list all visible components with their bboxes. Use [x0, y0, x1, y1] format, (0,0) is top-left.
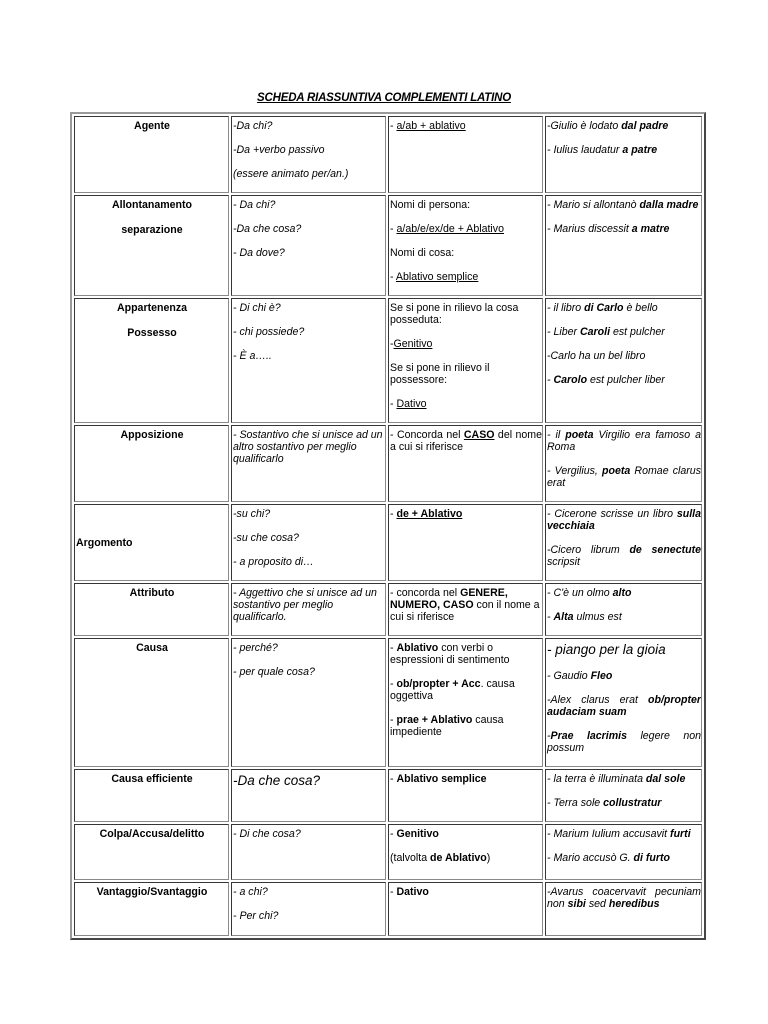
complement-name-cell	[74, 638, 229, 767]
bold-text: GENERE, NUMERO, CASO	[390, 587, 508, 611]
line-text: -	[390, 886, 397, 898]
line-text: -	[390, 398, 397, 410]
underlined-text: a/ab + ablativo	[396, 120, 466, 132]
question-cell	[231, 583, 386, 636]
line-text: scripsit	[547, 556, 580, 568]
example-cell	[545, 425, 702, 502]
line-text: -	[547, 374, 554, 386]
question-cell	[231, 638, 386, 767]
line-text: - Vergilius,	[547, 465, 603, 477]
bold-text: a matre	[631, 223, 670, 235]
bold-text: heredibus	[608, 898, 660, 910]
bold-text: Prae lacrimis	[550, 730, 627, 742]
complement-name-cell	[74, 504, 229, 581]
summary-table	[70, 112, 706, 940]
construction-line	[390, 773, 542, 785]
example-line	[547, 730, 701, 754]
question-cell	[231, 769, 386, 822]
question-line: - perché?	[233, 642, 278, 654]
construction-line	[390, 398, 542, 410]
line-text: -Carlo ha un bel libro	[547, 350, 646, 362]
question-line: -Da che cosa?	[233, 223, 302, 235]
bold-text: furti	[670, 828, 691, 840]
bold-underlined-text	[396, 508, 462, 520]
complement-name: separazione	[121, 224, 183, 236]
line-text: causa impediente	[390, 714, 504, 738]
complement-name: Allontanamento	[111, 199, 193, 211]
construction-cell	[388, 425, 543, 502]
construction-line	[390, 223, 542, 235]
line-text: legere non possum	[547, 730, 701, 754]
construction-cell	[388, 824, 543, 880]
line-text: -	[390, 642, 397, 654]
bold-text: de senectute	[629, 544, 702, 556]
bold-text: di furto	[633, 852, 671, 864]
question-line: - Da chi?	[233, 199, 276, 211]
bold-text: sulla vecchiaia	[547, 508, 701, 532]
example-line	[547, 773, 701, 785]
example-line	[547, 797, 701, 809]
example-line	[547, 587, 701, 599]
table-row	[74, 638, 702, 767]
line-text: -	[390, 120, 397, 132]
table-row	[74, 824, 702, 880]
bold-text: Caroli	[579, 326, 611, 338]
complement-name: Causa	[136, 642, 168, 654]
question-cell	[231, 882, 386, 936]
question-line: - Di chi è?	[233, 302, 281, 314]
question-line: - Da dove?	[233, 247, 285, 259]
bold-text: poeta	[565, 429, 594, 441]
question-line: -su che cosa?	[233, 532, 299, 544]
construction-line	[390, 271, 542, 283]
line-text: -	[390, 714, 397, 726]
complement-name-cell	[74, 824, 229, 880]
bold-text: poeta	[602, 465, 631, 477]
construction-line	[390, 120, 542, 132]
bold-text: ob/propter audaciam suam	[547, 694, 701, 718]
construction-line	[390, 714, 542, 738]
line-text: -	[390, 338, 394, 350]
bold-text: prae + Ablativo	[396, 714, 473, 726]
line-text: -	[547, 611, 554, 623]
line-text: del nome a cui si riferisce	[390, 429, 542, 453]
example-cell	[545, 882, 702, 936]
bold-text: Fleo	[590, 670, 613, 682]
construction-line	[390, 338, 542, 350]
question-cell	[231, 824, 386, 880]
construction-cell	[388, 882, 543, 936]
complement-name-cell	[74, 769, 229, 822]
construction-line	[390, 508, 542, 520]
line-text: -	[547, 730, 551, 742]
example-line	[547, 429, 701, 453]
line-text: est pulcher liber	[587, 374, 665, 386]
line-text: - Iulius laudatur	[547, 144, 623, 156]
construction-cell	[388, 769, 543, 822]
question-line: - Per chi?	[233, 910, 279, 922]
example-cell	[545, 504, 702, 581]
line-text: -Alex clarus erat	[547, 694, 649, 706]
complement-name: Attributo	[129, 587, 175, 599]
construction-cell	[388, 638, 543, 767]
construction-line	[390, 828, 542, 840]
example-cell	[545, 583, 702, 636]
underlined-text: Dativo	[396, 398, 427, 410]
example-line	[547, 642, 701, 658]
table-row	[74, 195, 702, 296]
line-text: - Liber	[547, 326, 580, 338]
line-text: - piango per la gioia	[547, 642, 666, 657]
bold-text: di Carlo	[584, 302, 624, 314]
line-text: Nomi di persona:	[390, 199, 471, 211]
bold-text: dal sole	[645, 773, 686, 785]
example-line	[547, 544, 701, 568]
table-row	[74, 583, 702, 636]
line-text: - Gaudio	[547, 670, 591, 682]
line-text: -	[390, 223, 397, 235]
example-line	[547, 374, 701, 386]
example-line	[547, 302, 701, 314]
line-text: Se si pone in rilievo la cosa posseduta:	[390, 302, 519, 326]
line-text: - Concorda nel	[390, 429, 464, 441]
example-line	[547, 611, 701, 623]
complement-name-cell	[74, 425, 229, 502]
bold-text: Alta	[553, 611, 574, 623]
complement-name-cell	[74, 298, 229, 423]
example-line	[547, 508, 701, 532]
line-text: -	[390, 773, 397, 785]
example-line	[547, 828, 701, 840]
line-text: -Giulio è lodato	[547, 120, 622, 132]
complement-name: Causa efficiente	[111, 773, 193, 785]
line-text: è bello	[623, 302, 658, 314]
line-text: est pulcher	[610, 326, 665, 338]
line-text: Se si pone in rilievo il possessore:	[390, 362, 490, 386]
line-text: )	[486, 852, 491, 864]
complement-name-cell	[74, 583, 229, 636]
example-line	[547, 694, 701, 718]
underlined-text: Ablativo semplice	[395, 271, 479, 283]
example-line	[547, 350, 701, 362]
construction-line	[390, 362, 542, 386]
line-text: -Cicero librum	[547, 544, 630, 556]
line-text: Virgilio era famoso a Roma	[547, 429, 701, 453]
line-text: -	[390, 828, 397, 840]
line-text: con verbi o espressioni di sentimento	[390, 642, 510, 666]
construction-line	[390, 852, 542, 864]
construction-line	[390, 302, 542, 326]
underlined-text: Genitivo	[393, 338, 433, 350]
question-line: -su chi?	[233, 508, 271, 520]
question-line: - Sostantivo che si unisce ad un altro sostantivo per meglio qualificarlo	[233, 429, 383, 465]
line-text: - Mario si allontanò	[547, 199, 640, 211]
complement-name: Vantaggio/Svantaggio	[96, 886, 208, 898]
table-row	[74, 116, 702, 193]
bold-text: ob/propter + Acc	[396, 678, 481, 690]
bold-text: Carolo	[553, 374, 588, 386]
table-row	[74, 298, 702, 423]
line-text: ulmus est	[573, 611, 622, 623]
complement-name: Appartenenza	[116, 302, 188, 314]
document-title: SCHEDA RIASSUNTIVA COMPLEMENTI LATINO	[257, 92, 511, 104]
question-line: -Da +verbo passivo	[233, 144, 325, 156]
construction-cell	[388, 583, 543, 636]
question-line: - Aggettivo che si unisce ad un sostantivo per meglio qualificarlo.	[233, 587, 377, 623]
bold-text: de Ablativo	[430, 852, 487, 864]
underlined-text: a/ab/e/ex/de + Ablativo	[396, 223, 504, 235]
question-line: - chi possiede?	[233, 326, 305, 338]
example-line	[547, 886, 701, 910]
construction-line	[390, 587, 542, 623]
example-line	[547, 326, 701, 338]
construction-cell	[388, 298, 543, 423]
construction-cell	[388, 116, 543, 193]
line-text: - la terra è illuminata	[547, 773, 646, 785]
example-line	[547, 223, 701, 235]
complement-name: Possesso	[127, 327, 177, 339]
line-text: sed	[585, 898, 609, 910]
question-cell	[231, 298, 386, 423]
line-text: - C'è un olmo	[547, 587, 613, 599]
line-text: con il nome a cui si riferisce	[390, 599, 540, 623]
line-text: - Marium Iulium accusavit	[547, 828, 671, 840]
example-cell	[545, 638, 702, 767]
line-text: -	[390, 678, 397, 690]
complement-name-cell	[74, 116, 229, 193]
question-cell	[231, 504, 386, 581]
line-text: . causa oggettiva	[390, 678, 515, 702]
question-line: - per quale cosa?	[233, 666, 315, 678]
line-text: -Avarus coacervavit pecuniam non	[547, 886, 701, 910]
line-text: - Marius discessit	[547, 223, 632, 235]
bold-text: sibi	[567, 898, 586, 910]
line-text: - Mario accusò G.	[547, 852, 634, 864]
construction-line	[390, 247, 542, 259]
example-cell	[545, 769, 702, 822]
example-line	[547, 670, 701, 682]
bold-text: Dativo	[396, 886, 429, 898]
table-row	[74, 504, 702, 581]
question-line: - a proposito di…	[233, 556, 314, 568]
question-cell	[231, 116, 386, 193]
complement-name: Colpa/Accusa/delitto	[99, 828, 205, 840]
construction-cell	[388, 504, 543, 581]
construction-line	[390, 199, 542, 211]
bold-text: collustratur	[603, 797, 662, 809]
construction-line	[390, 642, 542, 666]
bold-text: alto	[612, 587, 632, 599]
question-line: -Da chi?	[233, 120, 273, 132]
example-line	[547, 120, 701, 132]
complement-name: Agente	[134, 120, 170, 132]
line-text: - concorda nel	[390, 587, 461, 599]
line-text: - Terra sole	[547, 797, 604, 809]
example-line	[547, 199, 701, 211]
question-line: -Da che cosa?	[233, 773, 321, 788]
line-text: (talvolta	[390, 852, 431, 864]
example-cell	[545, 195, 702, 296]
table-row	[74, 769, 702, 822]
line-text: Nomi di cosa:	[390, 247, 455, 259]
question-line: (essere animato per/an.)	[233, 168, 349, 180]
table-row	[74, 882, 702, 936]
bold-text: Ablativo	[396, 642, 439, 654]
line-text: -	[390, 508, 397, 520]
underlined-text: CASO	[463, 429, 495, 441]
bold-text: Ablativo semplice	[396, 773, 487, 785]
construction-line	[390, 678, 542, 702]
underlined-text: de + Ablativo	[396, 508, 463, 520]
bold-text: Genitivo	[396, 828, 439, 840]
construction-line	[390, 886, 542, 898]
example-line	[547, 852, 701, 864]
line-text: - il	[547, 429, 566, 441]
line-text: -	[390, 271, 396, 283]
example-cell	[545, 824, 702, 880]
question-line: - a chi?	[233, 886, 268, 898]
bold-underlined-text	[464, 429, 495, 441]
example-line	[547, 465, 701, 489]
example-line	[547, 144, 701, 156]
line-text: - Cicerone scrisse un libro	[547, 508, 677, 520]
question-line: - È a…..	[233, 350, 272, 362]
bold-text: dal padre	[621, 120, 669, 132]
complement-name-cell	[74, 195, 229, 296]
bold-text: dalla madre	[639, 199, 699, 211]
example-cell	[545, 116, 702, 193]
complement-name: Apposizione	[120, 429, 184, 441]
question-line: - Di che cosa?	[233, 828, 301, 840]
question-cell	[231, 425, 386, 502]
line-text: - il libro	[547, 302, 585, 314]
construction-line	[390, 429, 542, 453]
complement-name: Argomento	[76, 537, 133, 549]
construction-cell	[388, 195, 543, 296]
question-cell	[231, 195, 386, 296]
table-row	[74, 425, 702, 502]
complement-name-cell	[74, 882, 229, 936]
example-cell	[545, 298, 702, 423]
line-text: Romae clarus erat	[547, 465, 701, 489]
bold-text: a patre	[622, 144, 658, 156]
